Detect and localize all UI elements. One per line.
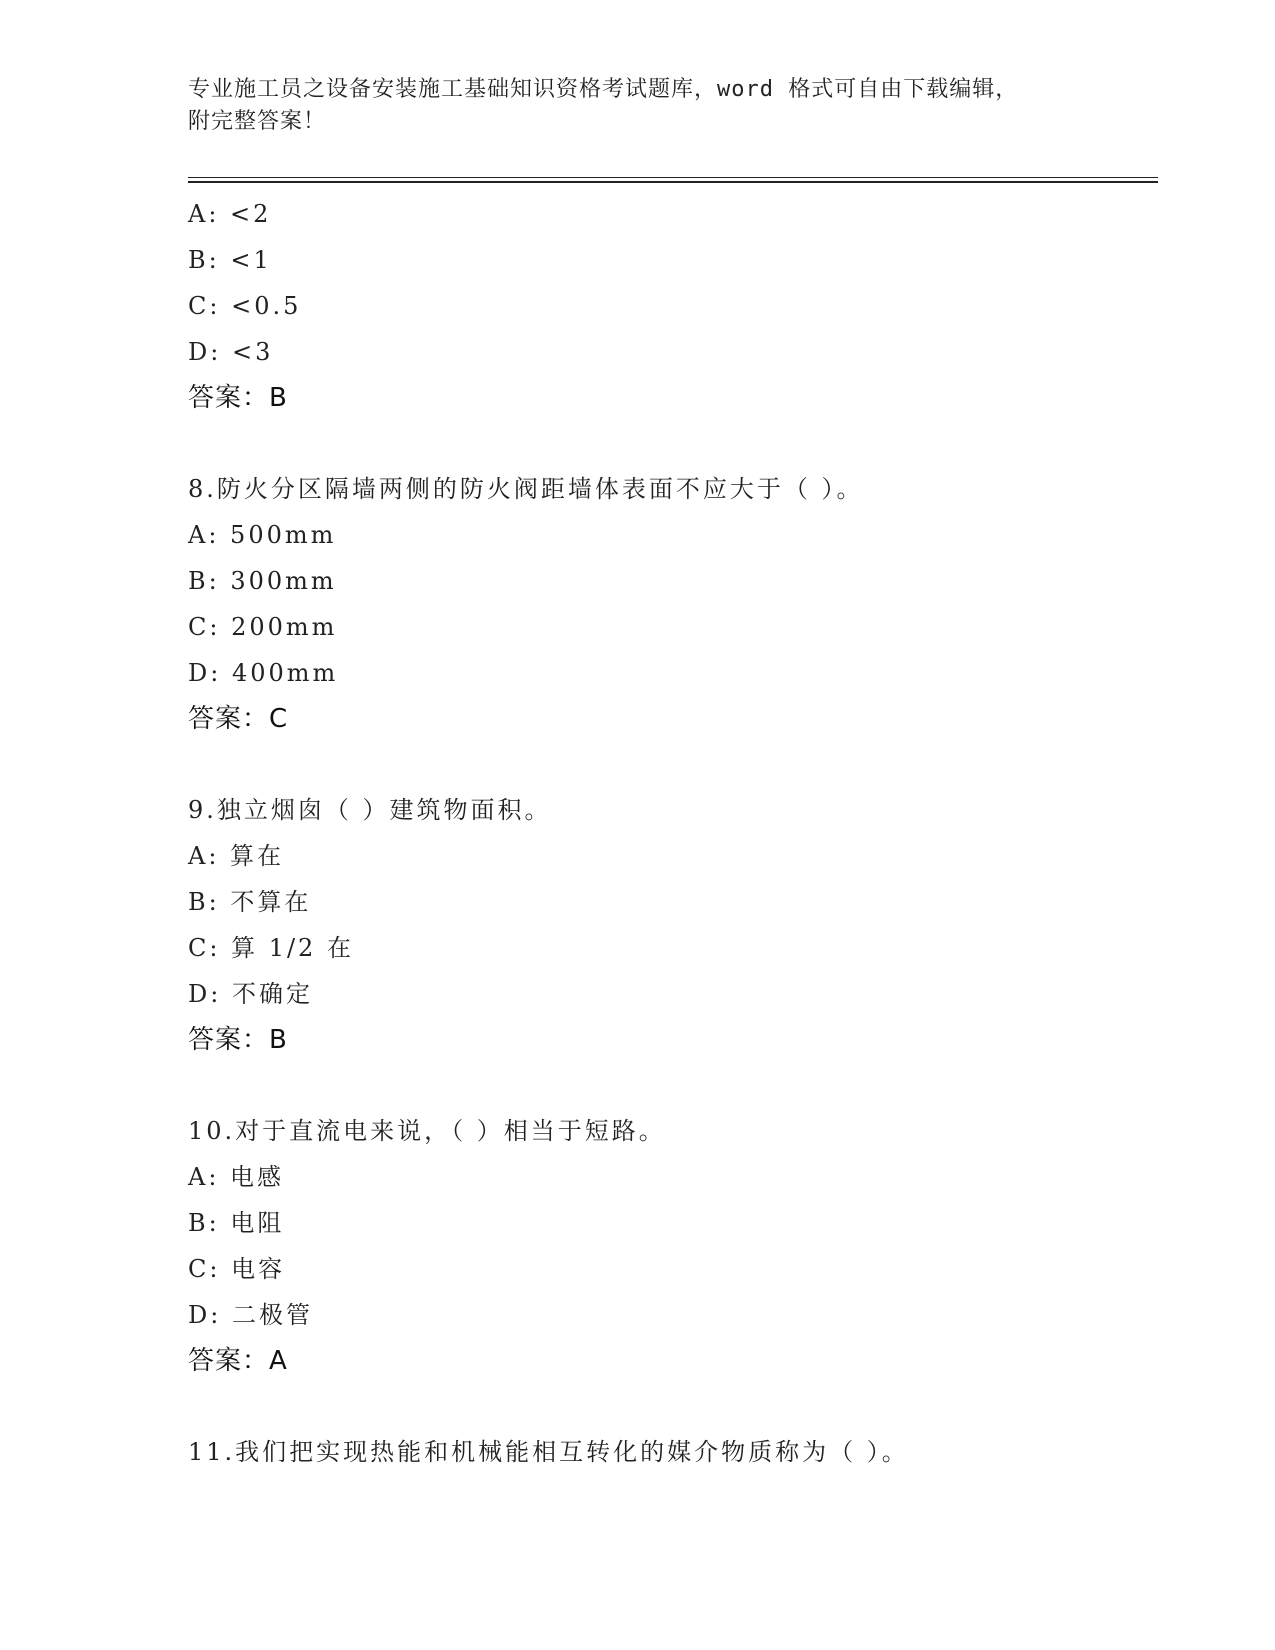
option-b: B: 电阻 — [188, 1209, 285, 1237]
option-a: A: 算在 — [188, 842, 285, 870]
question-block — [188, 466, 1158, 742]
question-text: 11.我们把实现热能和机械能相互转化的媒介物质称为（ ）。 — [188, 1438, 909, 1466]
question-block — [188, 191, 1158, 421]
question-text: 10.对于直流电来说，（ ）相当于短路。 — [188, 1117, 666, 1145]
option-c: C: 电容 — [188, 1255, 286, 1283]
header-line-1: 专业施工员之设备安装施工基础知识资格考试题库，word 格式可自由下载编辑， — [188, 77, 1019, 102]
block-spacer — [188, 1384, 1158, 1429]
header-divider-thick — [188, 181, 1158, 183]
option-c: C: <0.5 — [188, 292, 302, 320]
question-block — [188, 1108, 1158, 1384]
block-spacer — [188, 1063, 1158, 1108]
option-b: B: <1 — [188, 246, 272, 274]
option-b: B: 不算在 — [188, 888, 312, 916]
block-spacer — [188, 742, 1158, 787]
option-d: D: 不确定 — [188, 980, 313, 1008]
question-list — [188, 191, 1158, 1475]
answer-line: 答案：A — [188, 1346, 288, 1376]
option-b: B: 300mm — [188, 567, 337, 595]
header-divider-thin — [188, 177, 1158, 178]
answer-line: 答案：B — [188, 1025, 288, 1055]
block-spacer — [188, 421, 1158, 466]
header-line-2: 附完整答案！ — [188, 109, 327, 134]
option-c: C: 200mm — [188, 613, 338, 641]
option-a: A: <2 — [188, 200, 272, 228]
question-text: 9.独立烟囱（ ）建筑物面积。 — [188, 796, 552, 824]
answer-line: 答案：C — [188, 704, 289, 734]
option-a: A: 电感 — [188, 1163, 285, 1191]
question-block — [188, 787, 1158, 1063]
answer-line: 答案：B — [188, 383, 288, 413]
document-header — [188, 74, 1088, 138]
option-d: D: 400mm — [188, 659, 339, 687]
option-a: A: 500mm — [188, 521, 337, 549]
option-d: D: 二极管 — [188, 1301, 313, 1329]
option-d: D: <3 — [188, 338, 274, 366]
question-text: 8.防火分区隔墙两侧的防火阀距墙体表面不应大于（ ）。 — [188, 475, 864, 503]
option-c: C: 算 1/2 在 — [188, 934, 354, 962]
question-block — [188, 1429, 1158, 1475]
